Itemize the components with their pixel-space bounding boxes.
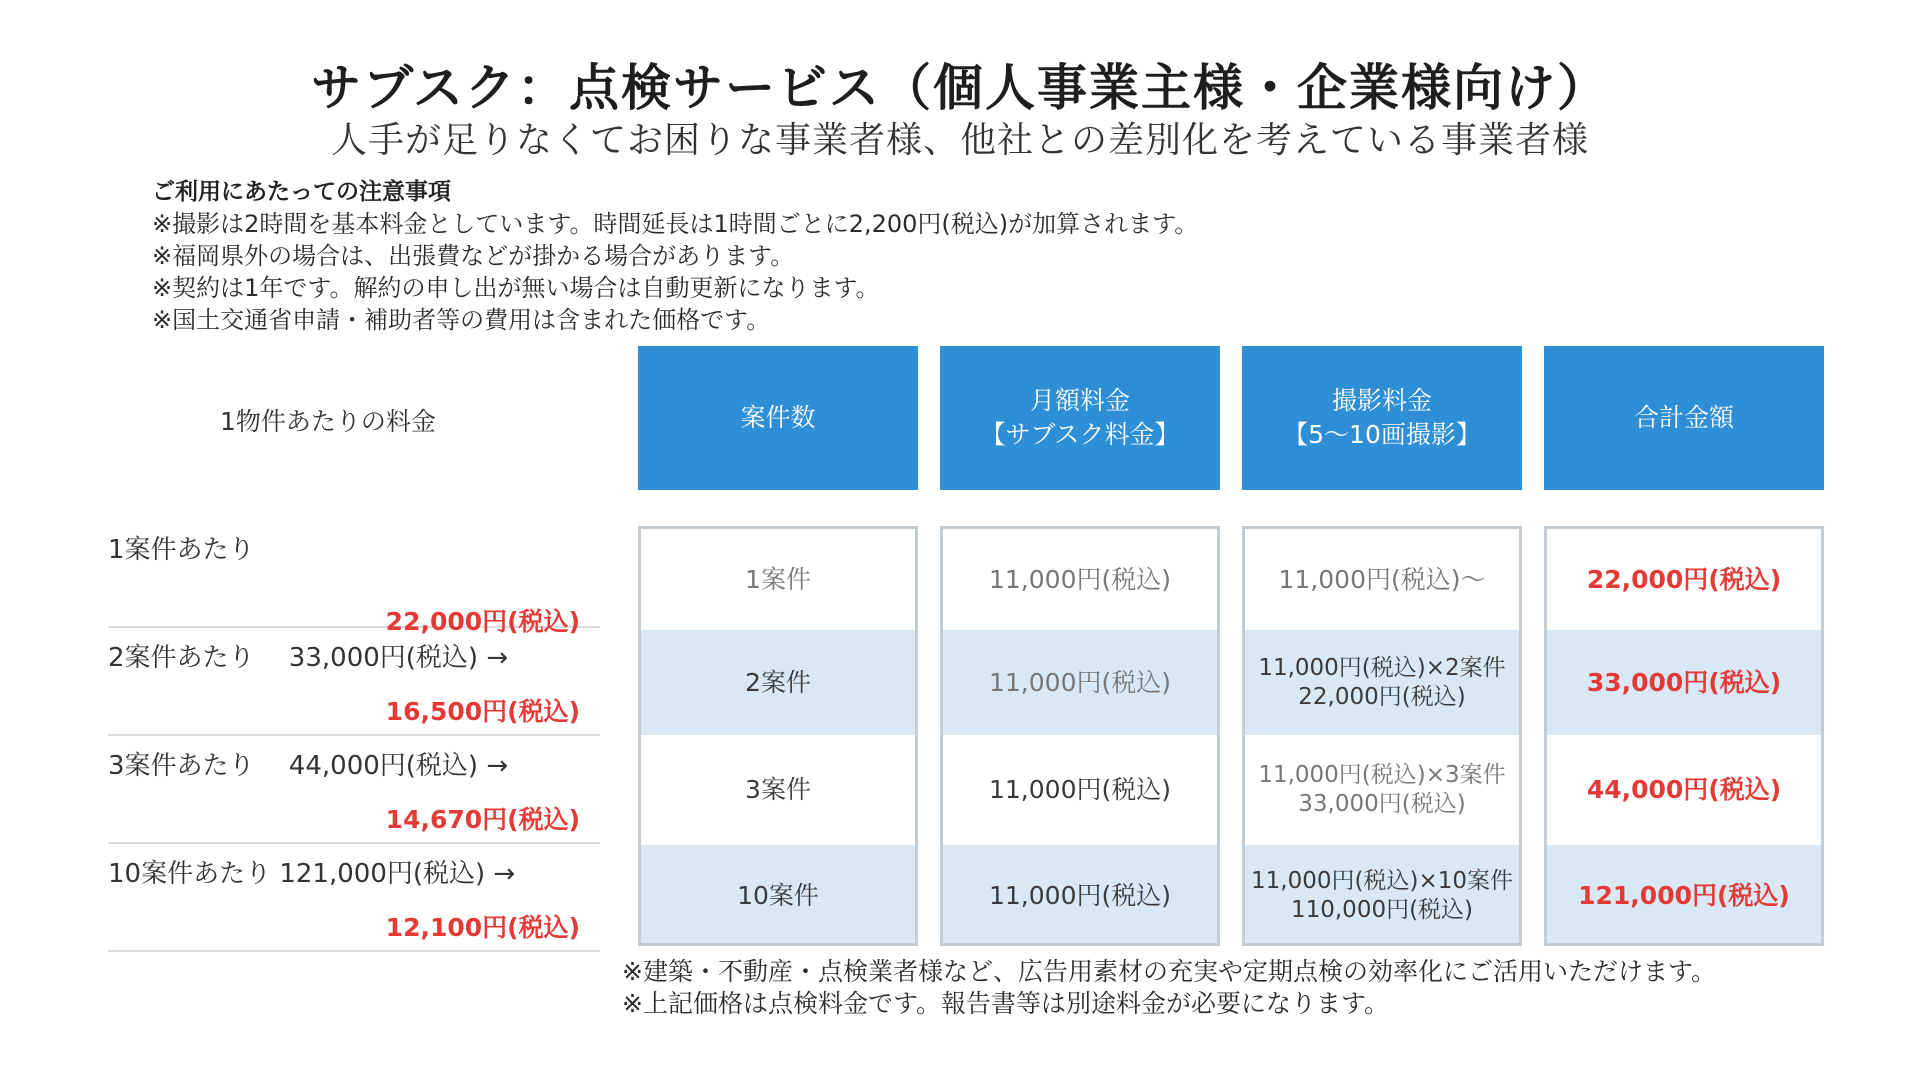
column-body xyxy=(638,526,918,946)
notes-heading: ご利用にあたっての注意事項 xyxy=(152,179,451,205)
total-cell: 121,000円(税込) xyxy=(1547,845,1821,946)
notes-section xyxy=(152,176,1352,336)
header-subtext: 【5～10画撮影】 xyxy=(1283,420,1481,449)
per-property-row xyxy=(108,628,600,736)
shooting-column xyxy=(1242,346,1522,946)
shooting-line: 22,000円(税込) xyxy=(1298,683,1466,710)
cases-cell: 2案件 xyxy=(641,630,915,735)
cases-cell: 3案件 xyxy=(745,775,811,804)
per-property-label: 3案件あたり 44,000円(税込) → xyxy=(108,751,509,781)
total-column xyxy=(1544,346,1824,946)
per-property-label: 1案件あたり xyxy=(108,535,255,565)
column-header-cases xyxy=(638,346,918,490)
per-property-list xyxy=(108,516,600,952)
shooting-cell xyxy=(1245,529,1519,630)
column-header-total xyxy=(1544,346,1824,490)
monthly-column xyxy=(940,346,1220,946)
per-property-row xyxy=(108,516,600,636)
column-header-shooting xyxy=(1242,346,1522,490)
cases-cell: 10案件 xyxy=(641,845,915,946)
footnote-line: ※建築・不動産・点検業者様など、広告用素材の充実や定期点検の効率化にご活用いただけます。 xyxy=(622,957,1716,986)
page-subtitle: 人手が足りなくてお困りな事業者様、他社との差別化を考えている事業者様 xyxy=(330,120,1589,161)
per-property-price: 14,670円(税込) xyxy=(385,805,580,834)
note-line: ※撮影は2時間を基本料金としています。時間延長は1時間ごとに2,200円(税込)が加算されます。 xyxy=(152,210,1199,238)
shooting-line: 11,000円(税込)～ xyxy=(1278,564,1486,594)
total-cell: 22,000円(税込) xyxy=(1586,564,1782,594)
shooting-cell xyxy=(1245,845,1519,946)
total-cell: 33,000円(税込) xyxy=(1547,630,1821,735)
shooting-line: 110,000円(税込) xyxy=(1290,896,1474,923)
shooting-line: 33,000円(税込) xyxy=(1298,791,1466,817)
shooting-line: 11,000円(税込)×3案件 xyxy=(1258,762,1506,788)
per-property-label: 2案件あたり 33,000円(税込) → xyxy=(108,643,509,673)
monthly-cell: 11,000円(税込) xyxy=(943,845,1217,946)
header-text: 合計金額 xyxy=(1633,403,1734,432)
header-text: 案件数 xyxy=(740,403,816,432)
column-body xyxy=(940,526,1220,946)
cases-column xyxy=(638,346,918,946)
cases-cell: 1案件 xyxy=(745,564,811,594)
per-property-heading: 1物件あたりの料金 xyxy=(220,407,436,436)
note-line: ※国土交通省申請・補助者等の費用は含まれた価格です。 xyxy=(152,306,771,334)
monthly-cell: 11,000円(税込) xyxy=(989,564,1171,594)
per-property-row xyxy=(108,844,600,952)
shooting-line: 11,000円(税込)×10案件 xyxy=(1251,867,1513,894)
monthly-cell: 11,000円(税込) xyxy=(989,775,1171,804)
footnote-line: ※上記価格は点検料金です。報告書等は別途料金が必要になります。 xyxy=(622,989,1389,1018)
column-body xyxy=(1544,526,1824,946)
header-text: 月額料金 xyxy=(1029,386,1130,415)
page-title: サブスク：点検サービス（個人事業主様・企業様向け） xyxy=(311,59,1609,117)
per-property-row xyxy=(108,736,600,844)
per-property-label: 10案件あたり 121,000円(税込) → xyxy=(108,859,516,889)
header-text: 撮影料金 xyxy=(1331,386,1432,415)
per-property-price: 22,000円(税込) xyxy=(385,607,580,636)
footnotes xyxy=(622,956,1882,1020)
per-property-price: 16,500円(税込) xyxy=(385,697,580,726)
shooting-line: 11,000円(税込)×2案件 xyxy=(1258,654,1506,681)
header-subtext: 【サブスク料金】 xyxy=(980,420,1180,449)
shooting-cell xyxy=(1245,735,1519,845)
note-line: ※福岡県外の場合は、出張費などが掛かる場合があります。 xyxy=(152,242,795,270)
monthly-cell: 11,000円(税込) xyxy=(943,630,1217,735)
column-body xyxy=(1242,526,1522,946)
column-header-monthly xyxy=(940,346,1220,490)
shooting-cell xyxy=(1245,630,1519,735)
per-property-price: 12,100円(税込) xyxy=(385,913,580,942)
total-cell: 44,000円(税込) xyxy=(1586,775,1782,804)
note-line: ※契約は1年です。解約の申し出が無い場合は自動更新になります。 xyxy=(152,274,880,302)
